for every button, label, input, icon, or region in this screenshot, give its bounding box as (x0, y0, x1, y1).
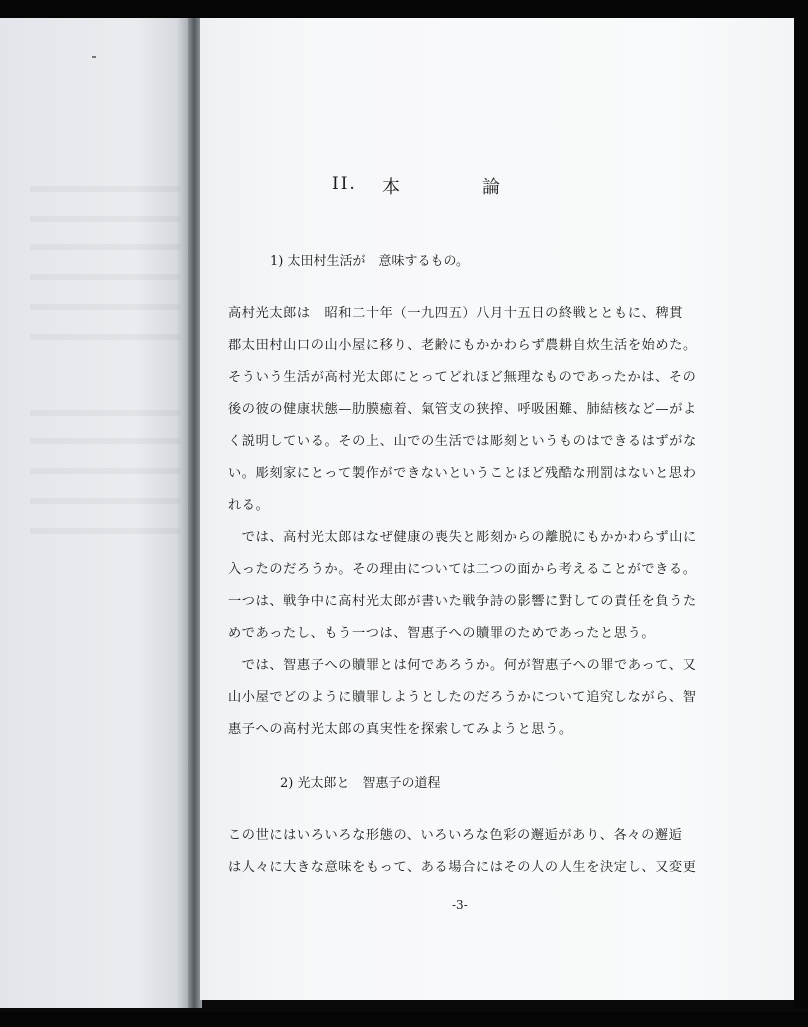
body-line: い。彫刻家にとって製作ができないということほど残酷な刑罰はないと思わ (228, 466, 697, 481)
body-line: 後の彼の健康状態—肋膜癒着、氣管支の狭搾、呼吸困難、肺結核など—がよ (228, 402, 697, 417)
body-line: く説明している。その上、山での生活では彫刻というものはできるはずがな (228, 434, 697, 449)
bleed-through (30, 410, 180, 416)
body-line: 入ったのだろうか。その理由については二つの面から考えることができる。 (228, 562, 697, 577)
body-line: この世にはいろいろな形態の、いろいろな色彩の邂逅があり、各々の邂逅 (228, 828, 683, 843)
body-line: そういう生活が高村光太郎にとってどれほど無理なものであったかは、その (228, 370, 697, 385)
bleed-through (30, 304, 180, 310)
bleed-through (30, 438, 180, 444)
bleed-through (30, 216, 180, 222)
body-line: では、高村光太郎はなぜ健康の喪失と彫刻からの離脱にもかかわらず山に (228, 530, 697, 545)
body-line: 一つは、戦争中に高村光太郎が書いた戦争詩の影響に對しての責任を負うた (228, 594, 697, 609)
body-line: は人々に大きな意味をもって、ある場合にはその人の人生を決定し、又変更 (228, 860, 697, 875)
body-line: 高村光太郎は 昭和二十年（一九四五）八月十五日の終戦とともに、稗貫 (228, 306, 683, 321)
bleed-through (30, 498, 180, 504)
body-line: 郡太田村山口の山小屋に移り、老齢にもかかわらず農耕自炊生活を始めた。 (228, 338, 697, 353)
chapter-number: II. (332, 174, 357, 194)
section-title: 2) 光太郎と 智惠子の道程 (280, 776, 441, 791)
page-number: -3- (452, 898, 468, 912)
bleed-through (30, 468, 180, 474)
bleed-through (30, 334, 180, 340)
body-line: れる。 (228, 498, 270, 513)
document-page (200, 18, 794, 1000)
bleed-through (30, 274, 180, 280)
section-title: 1) 太田村生活が 意味するもの。 (270, 254, 469, 269)
left-page-edge (0, 18, 192, 1008)
bleed-through (30, 528, 180, 534)
bleed-through (30, 186, 180, 192)
body-line: めであったし、もう一つは、智惠子への贖罪のためであったと思う。 (228, 626, 656, 641)
body-line: 山小屋でどのように贖罪しようとしたのだろうかについて追究しながら、智 (228, 690, 697, 705)
dust-speck (92, 56, 96, 58)
body-line: では、智惠子への贖罪とは何であろうか。何が智惠子への罪であって、又 (228, 658, 697, 673)
bleed-through (30, 244, 180, 250)
chapter-title-part1: 本 (382, 177, 402, 198)
chapter-title-part2: 論 (482, 177, 502, 198)
scan-edge (794, 18, 808, 1008)
body-line: 惠子への高村光太郎の真実性を探索してみようと思う。 (228, 722, 573, 737)
